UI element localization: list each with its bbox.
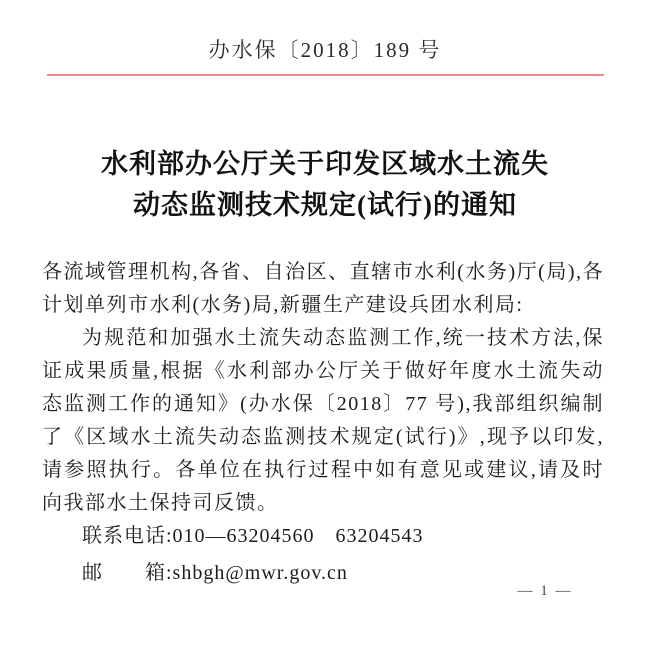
document-body: [42, 256, 604, 590]
document-title: [0, 144, 650, 226]
document-title-line1: 水利部办公厅关于印发区域水土流失: [101, 149, 549, 179]
contact-email-line: 邮 箱:shbgh@mwr.gov.cn: [82, 562, 348, 584]
document-title-line2: 动态监测技术规定(试行)的通知: [133, 190, 517, 220]
contact-phone-line: 联系电话:010—63204560 63204543: [82, 525, 424, 547]
red-separator-line: [47, 74, 604, 76]
recipients-paragraph: 各流域管理机构,各省、自治区、直辖市水利(水务)厅(局),各计划单列市水利(水务)局,新疆生产建设兵团水利局:: [42, 261, 604, 316]
page-number: — 1 —: [517, 583, 573, 599]
document-number: 办水保〔2018〕189 号: [208, 38, 442, 62]
main-paragraph: 为规范和加强水土流失动态监测工作,统一技术方法,保证成果质量,根据《水利部办公厅关于做好年度水土流失动态监测工作的通知》(办水保〔2018〕77 号),我部组织编制了《区域水土流失动态监测技术规定(试行)》,现予以印发,请参照执行。各单位在执行过程中如有意见或建议,请及时向我部水土保持司反馈。: [42, 327, 604, 514]
